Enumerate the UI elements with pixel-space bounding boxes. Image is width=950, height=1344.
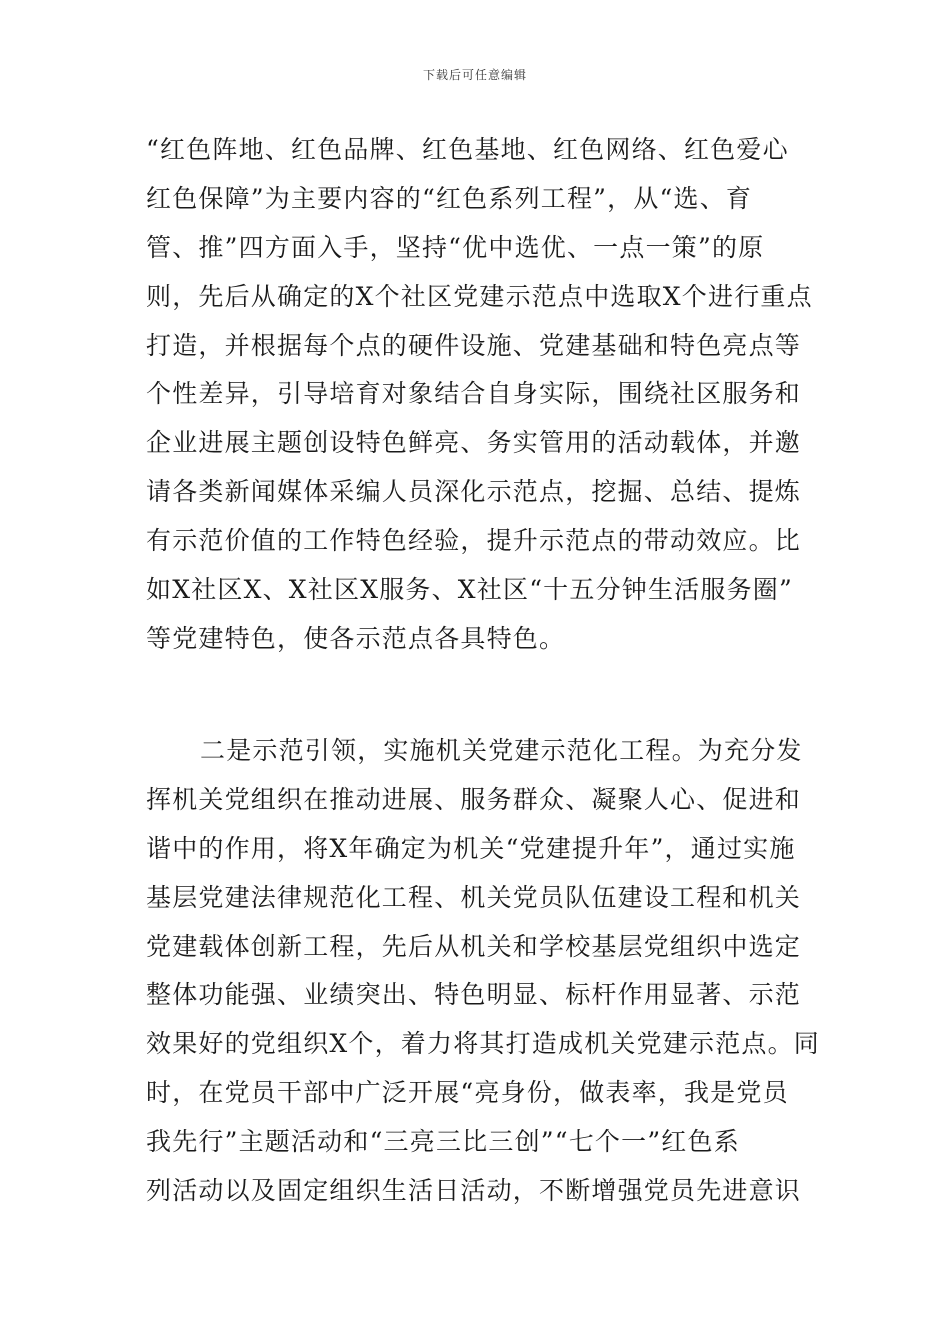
text-line: 列活动以及固定组织生活日活动，不断增强党员先进意识: [146, 1176, 802, 1206]
text-line: 打造，并根据每个点的硬件设施、党建基础和特色亮点等: [146, 330, 802, 360]
text-line: 党建载体创新工程，先后从机关和学校基层党组织中选定: [146, 931, 802, 961]
text-line: 基层党建法律规范化工程、机关党员队伍建设工程和机关: [146, 882, 802, 912]
text-line: 则，先后从确定的X个社区党建示范点中选取X个进行重点: [146, 281, 813, 311]
text-line: “红色阵地、红色品牌、红色基地、红色网络、红色爱心: [146, 135, 789, 164]
text-line: 管、推”四方面入手，坚持“优中选优、一点一策”的原: [146, 232, 765, 262]
text-line: 请各类新闻媒体采编人员深化示范点，挖掘、总结、提炼: [146, 477, 802, 507]
text-line: 如X社区X、X社区X服务、X社区“十五分钟生活服务圈”: [146, 575, 793, 605]
text-line: 整体功能强、业绩突出、特色明显、标杆作用显著、示范: [146, 980, 802, 1010]
paragraph-1: [146, 126, 811, 664]
text-line: 谐中的作用，将X年确定为机关“党建提升年”，通过实施: [146, 833, 796, 863]
text-line: 时，在党员干部中广泛开展“亮身份，做表率，我是党员: [146, 1078, 789, 1108]
text-line: 有示范价值的工作特色经验，提升示范点的带动效应。比: [146, 526, 802, 556]
text-line: 红色保障”为主要内容的“红色系列工程”，从“选、育: [146, 183, 753, 213]
text-line: 效果好的党组织X个，着力将其打造成机关党建示范点。同: [146, 1029, 821, 1059]
text-line: 企业进展主题创设特色鲜亮、务实管用的活动载体，并邀: [146, 428, 802, 458]
page-header: 下载后可任意编辑: [422, 68, 527, 82]
text-line: 挥机关党组织在推动进展、服务群众、凝聚人心、促进和: [146, 784, 802, 814]
text-line: 二是示范引领，实施机关党建示范化工程。为充分发: [200, 736, 803, 765]
text-line: 等党建特色，使各示范点各具特色。: [146, 623, 566, 653]
text-line: 我先行”主题活动和“三亮三比三创”“七个一”红色系: [146, 1127, 740, 1157]
text-line: 个性差异，引导培育对象结合自身实际，围绕社区服务和: [146, 379, 802, 409]
paragraph-2: [146, 727, 821, 1216]
